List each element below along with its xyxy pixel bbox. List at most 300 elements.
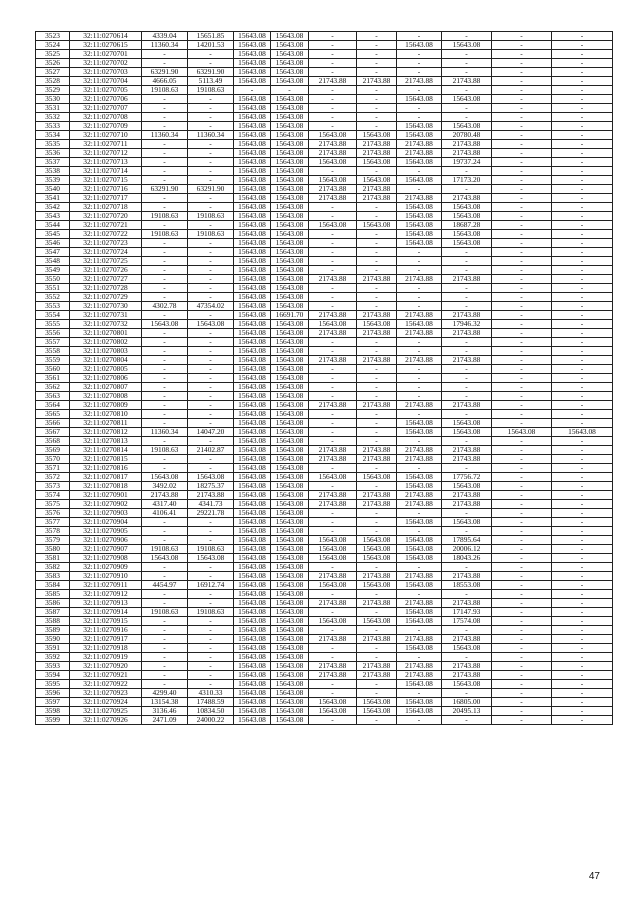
table-cell: 15643.08: [234, 68, 271, 77]
table-cell: 21743.88: [442, 572, 492, 581]
table-row: [36, 365, 613, 374]
table-cell: -: [492, 716, 552, 725]
table-cell: -: [357, 464, 397, 473]
table-row: [36, 545, 613, 554]
table-cell: -: [309, 518, 357, 527]
table-row: [36, 122, 613, 131]
table-cell: 15643.08: [271, 473, 309, 482]
table-cell: 3564: [36, 401, 70, 410]
table-cell: -: [492, 473, 552, 482]
table-cell: 21743.88: [397, 401, 442, 410]
table-row: [36, 707, 613, 716]
table-cell: 32:11:0270729: [70, 293, 142, 302]
table-cell: 15643.08: [397, 239, 442, 248]
table-cell: 15643.08: [271, 716, 309, 725]
table-cell: 32:11:0270804: [70, 356, 142, 365]
table-cell: 21743.88: [397, 311, 442, 320]
table-cell: 32:11:0270814: [70, 446, 142, 455]
table-cell: -: [492, 41, 552, 50]
table-cell: -: [442, 527, 492, 536]
table-cell: 15643.08: [309, 473, 357, 482]
table-cell: 15643.08: [271, 491, 309, 500]
table-cell: 21743.88: [442, 311, 492, 320]
table-cell: -: [309, 293, 357, 302]
table-row: [36, 635, 613, 644]
table-cell: 15643.08: [397, 320, 442, 329]
table-cell: 15643.08: [271, 689, 309, 698]
table-cell: 15643.08: [397, 680, 442, 689]
table-cell: 3558: [36, 347, 70, 356]
table-cell: -: [357, 284, 397, 293]
table-cell: -: [397, 113, 442, 122]
table-cell: 3547: [36, 248, 70, 257]
table-cell: -: [492, 545, 552, 554]
table-row: [36, 518, 613, 527]
table-cell: 15643.08: [271, 221, 309, 230]
table-cell: 32:11:0270730: [70, 302, 142, 311]
table-cell: -: [142, 50, 188, 59]
table-cell: 15643.08: [271, 446, 309, 455]
table-cell: 21743.88: [442, 662, 492, 671]
table-cell: -: [552, 158, 613, 167]
table-cell: 3593: [36, 662, 70, 671]
table-cell: 15643.08: [309, 221, 357, 230]
table-cell: 3551: [36, 284, 70, 293]
table-cell: 21743.88: [442, 194, 492, 203]
table-cell: -: [552, 608, 613, 617]
table-cell: 32:11:0270920: [70, 662, 142, 671]
table-cell: -: [492, 374, 552, 383]
table-cell: -: [492, 581, 552, 590]
table-cell: 15643.08: [397, 608, 442, 617]
table-cell: 3576: [36, 509, 70, 518]
table-cell: 15643.08: [271, 635, 309, 644]
table-cell: 21743.88: [442, 455, 492, 464]
table-cell: -: [142, 464, 188, 473]
table-cell: 15643.08: [271, 50, 309, 59]
table-cell: -: [492, 527, 552, 536]
table-cell: -: [188, 194, 234, 203]
table-cell: 15643.08: [234, 536, 271, 545]
table-cell: 15643.08: [234, 653, 271, 662]
table-cell: 15643.08: [397, 212, 442, 221]
table-cell: -: [309, 104, 357, 113]
table-cell: 15643.08: [271, 626, 309, 635]
table-cell: -: [142, 59, 188, 68]
table-cell: 3530: [36, 95, 70, 104]
table-cell: 10834.50: [188, 707, 234, 716]
table-cell: 15643.08: [234, 320, 271, 329]
table-cell: 4106.41: [142, 509, 188, 518]
table-cell: 3538: [36, 167, 70, 176]
table-cell: 32:11:0270905: [70, 527, 142, 536]
table-row: [36, 671, 613, 680]
table-cell: 32:11:0270818: [70, 482, 142, 491]
table-cell: -: [142, 140, 188, 149]
table-cell: -: [309, 113, 357, 122]
table-cell: -: [309, 428, 357, 437]
table-cell: 15643.08: [234, 473, 271, 482]
table-cell: 15643.08: [397, 518, 442, 527]
table-row: [36, 158, 613, 167]
table-cell: 3136.46: [142, 707, 188, 716]
table-cell: -: [492, 104, 552, 113]
table-row: [36, 149, 613, 158]
table-cell: -: [552, 482, 613, 491]
table-cell: -: [442, 716, 492, 725]
table-cell: -: [492, 392, 552, 401]
table-cell: 15643.08: [271, 113, 309, 122]
table-cell: 15643.08: [271, 671, 309, 680]
table-row: [36, 167, 613, 176]
table-cell: 18687.28: [442, 221, 492, 230]
table-cell: -: [188, 563, 234, 572]
table-cell: 21743.88: [309, 77, 357, 86]
table-row: [36, 212, 613, 221]
table-cell: 32:11:0270731: [70, 311, 142, 320]
table-cell: -: [552, 212, 613, 221]
table-cell: -: [188, 176, 234, 185]
table-cell: -: [552, 437, 613, 446]
table-cell: 15643.08: [234, 626, 271, 635]
table-cell: 20495.13: [442, 707, 492, 716]
table-cell: 21743.88: [309, 446, 357, 455]
table-cell: -: [234, 86, 271, 95]
table-cell: -: [552, 230, 613, 239]
table-cell: 32:11:0270713: [70, 158, 142, 167]
table-cell: 3550: [36, 275, 70, 284]
table-cell: 21743.88: [357, 401, 397, 410]
table-cell: -: [492, 302, 552, 311]
table-cell: -: [552, 671, 613, 680]
table-cell: -: [309, 248, 357, 257]
table-cell: 21743.88: [357, 446, 397, 455]
table-cell: -: [397, 32, 442, 41]
table-cell: -: [492, 113, 552, 122]
table-row: [36, 437, 613, 446]
table-cell: -: [188, 527, 234, 536]
table-cell: -: [357, 482, 397, 491]
table-cell: 32:11:0270810: [70, 410, 142, 419]
table-cell: 21743.88: [357, 311, 397, 320]
table-cell: -: [492, 608, 552, 617]
table-cell: -: [309, 374, 357, 383]
table-cell: -: [142, 662, 188, 671]
table-cell: 21743.88: [357, 194, 397, 203]
table-cell: -: [492, 563, 552, 572]
table-cell: -: [492, 464, 552, 473]
table-cell: 15643.08: [271, 338, 309, 347]
table-cell: 3534: [36, 131, 70, 140]
table-row: [36, 599, 613, 608]
table-cell: -: [357, 212, 397, 221]
table-cell: -: [142, 527, 188, 536]
table-row: [36, 257, 613, 266]
table-cell: -: [309, 239, 357, 248]
table-row: [36, 716, 613, 725]
table-cell: -: [357, 95, 397, 104]
table-cell: 15643.08: [234, 131, 271, 140]
table-row: [36, 590, 613, 599]
table-cell: 15643.08: [271, 662, 309, 671]
table-cell: -: [552, 68, 613, 77]
table-cell: 15643.08: [271, 392, 309, 401]
table-cell: -: [309, 230, 357, 239]
table-cell: 32:11:0270615: [70, 41, 142, 50]
table-cell: 15643.08: [234, 428, 271, 437]
table-cell: -: [142, 113, 188, 122]
table-cell: 15643.08: [234, 176, 271, 185]
table-cell: 3579: [36, 536, 70, 545]
table-cell: 15643.08: [309, 554, 357, 563]
table-row: [36, 131, 613, 140]
table-cell: -: [142, 122, 188, 131]
table-cell: -: [357, 527, 397, 536]
table-cell: -: [188, 680, 234, 689]
table-cell: -: [552, 689, 613, 698]
table-cell: 15643.08: [234, 698, 271, 707]
table-cell: -: [397, 563, 442, 572]
table-cell: -: [397, 590, 442, 599]
table-cell: -: [492, 158, 552, 167]
table-cell: 15643.08: [234, 608, 271, 617]
table-cell: 21743.88: [442, 275, 492, 284]
table-cell: 15643.08: [309, 536, 357, 545]
table-row: [36, 464, 613, 473]
table-cell: 15643.08: [397, 617, 442, 626]
table-cell: -: [357, 239, 397, 248]
table-cell: -: [188, 392, 234, 401]
table-cell: -: [309, 419, 357, 428]
table-cell: 15643.08: [442, 95, 492, 104]
table-cell: 15643.08: [234, 230, 271, 239]
table-cell: 15643.08: [234, 527, 271, 536]
table-cell: -: [397, 68, 442, 77]
table-cell: 15643.08: [234, 275, 271, 284]
table-cell: -: [142, 653, 188, 662]
table-cell: 15643.08: [357, 698, 397, 707]
table-cell: 15643.08: [309, 545, 357, 554]
table-cell: 15643.08: [234, 113, 271, 122]
table-cell: -: [552, 248, 613, 257]
table-cell: 15643.08: [271, 203, 309, 212]
table-cell: 15643.08: [271, 176, 309, 185]
table-cell: -: [492, 680, 552, 689]
table-cell: -: [142, 401, 188, 410]
table-row: [36, 698, 613, 707]
table-cell: -: [442, 167, 492, 176]
table-cell: 15643.08: [271, 410, 309, 419]
table-cell: -: [142, 617, 188, 626]
table-cell: 32:11:0270907: [70, 545, 142, 554]
table-cell: 32:11:0270906: [70, 536, 142, 545]
table-cell: 3533: [36, 122, 70, 131]
table-cell: 15643.08: [271, 320, 309, 329]
table-cell: -: [492, 149, 552, 158]
table-row: [36, 563, 613, 572]
table-cell: 21743.88: [357, 77, 397, 86]
table-cell: 15643.08: [234, 392, 271, 401]
table-cell: -: [142, 275, 188, 284]
table-cell: 16691.70: [271, 311, 309, 320]
table-cell: -: [442, 257, 492, 266]
table-cell: -: [397, 392, 442, 401]
table-cell: 21743.88: [309, 662, 357, 671]
table-cell: -: [188, 626, 234, 635]
table-cell: 15643.08: [442, 203, 492, 212]
table-cell: 4310.33: [188, 689, 234, 698]
table-cell: -: [309, 716, 357, 725]
table-cell: 3589: [36, 626, 70, 635]
table-cell: 3580: [36, 545, 70, 554]
table-cell: 15643.08: [234, 545, 271, 554]
table-cell: 15643.08: [271, 707, 309, 716]
table-cell: 15643.08: [271, 95, 309, 104]
table-cell: 17173.20: [442, 176, 492, 185]
table-cell: 21743.88: [357, 572, 397, 581]
table-cell: -: [397, 347, 442, 356]
table-cell: 15643.08: [234, 356, 271, 365]
table-row: [36, 95, 613, 104]
table-cell: 15643.08: [234, 77, 271, 86]
table-cell: -: [142, 419, 188, 428]
table-cell: -: [552, 581, 613, 590]
table-cell: -: [552, 680, 613, 689]
table-row: [36, 41, 613, 50]
table-cell: -: [188, 140, 234, 149]
table-cell: 21743.88: [442, 599, 492, 608]
table-cell: 15643.08: [442, 212, 492, 221]
table-cell: -: [188, 365, 234, 374]
table-cell: -: [188, 113, 234, 122]
table-cell: -: [492, 59, 552, 68]
table-cell: 3587: [36, 608, 70, 617]
table-cell: 15643.08: [357, 320, 397, 329]
table-cell: 3526: [36, 59, 70, 68]
table-cell: 15643.08: [271, 581, 309, 590]
table-cell: 3552: [36, 293, 70, 302]
table-row: [36, 473, 613, 482]
table-cell: -: [552, 527, 613, 536]
table-cell: 15643.08: [357, 473, 397, 482]
table-cell: -: [188, 374, 234, 383]
table-cell: 15643.08: [271, 248, 309, 257]
table-cell: -: [142, 203, 188, 212]
table-cell: 3570: [36, 455, 70, 464]
table-cell: -: [552, 194, 613, 203]
table-cell: -: [142, 455, 188, 464]
table-cell: 15643.08: [234, 707, 271, 716]
table-cell: -: [271, 86, 309, 95]
table-cell: -: [357, 68, 397, 77]
table-cell: 21402.87: [188, 446, 234, 455]
table-cell: 18553.08: [442, 581, 492, 590]
table-cell: 15643.08: [397, 158, 442, 167]
table-cell: -: [397, 716, 442, 725]
table-row: [36, 572, 613, 581]
table-cell: -: [397, 383, 442, 392]
table-cell: -: [142, 671, 188, 680]
table-cell: -: [357, 302, 397, 311]
table-cell: 15643.08: [234, 311, 271, 320]
table-cell: 32:11:0270801: [70, 329, 142, 338]
table-cell: 21743.88: [397, 599, 442, 608]
table-cell: 15643.08: [271, 419, 309, 428]
table-cell: 3536: [36, 149, 70, 158]
table-cell: -: [188, 284, 234, 293]
table-cell: 15643.08: [357, 131, 397, 140]
table-cell: -: [552, 518, 613, 527]
table-cell: -: [357, 257, 397, 266]
table-cell: 32:11:0270813: [70, 437, 142, 446]
table-cell: 15643.08: [442, 239, 492, 248]
table-row: [36, 491, 613, 500]
table-cell: 3566: [36, 419, 70, 428]
table-cell: 21743.88: [357, 500, 397, 509]
table-cell: 15643.08: [442, 428, 492, 437]
table-cell: -: [492, 329, 552, 338]
table-cell: 32:11:0270704: [70, 77, 142, 86]
table-cell: 3578: [36, 527, 70, 536]
table-cell: 32:11:0270725: [70, 257, 142, 266]
table-cell: 15643.08: [234, 662, 271, 671]
table-cell: -: [492, 95, 552, 104]
table-cell: -: [442, 653, 492, 662]
table-cell: 32:11:0270816: [70, 464, 142, 473]
table-cell: 21743.88: [442, 140, 492, 149]
table-cell: 3553: [36, 302, 70, 311]
table-cell: 15643.08: [234, 95, 271, 104]
table-cell: 15643.08: [492, 428, 552, 437]
table-cell: 32:11:0270707: [70, 104, 142, 113]
table-cell: 3572: [36, 473, 70, 482]
table-cell: -: [552, 203, 613, 212]
table-cell: 32:11:0270711: [70, 140, 142, 149]
table-cell: -: [188, 221, 234, 230]
table-cell: -: [552, 257, 613, 266]
table-cell: -: [492, 500, 552, 509]
table-cell: 15643.08: [271, 302, 309, 311]
table-cell: -: [188, 635, 234, 644]
table-cell: -: [142, 311, 188, 320]
table-cell: -: [188, 257, 234, 266]
table-cell: -: [188, 464, 234, 473]
table-cell: 15643.08: [234, 464, 271, 473]
table-cell: 21743.88: [397, 356, 442, 365]
table-cell: -: [357, 86, 397, 95]
table-cell: -: [142, 266, 188, 275]
table-cell: 21743.88: [442, 500, 492, 509]
table-cell: 3492.02: [142, 482, 188, 491]
table-cell: 14047.20: [188, 428, 234, 437]
table-cell: 21743.88: [309, 194, 357, 203]
table-cell: 21743.88: [309, 500, 357, 509]
table-cell: 32:11:0270703: [70, 68, 142, 77]
table-cell: -: [492, 383, 552, 392]
table-cell: -: [309, 284, 357, 293]
table-cell: -: [142, 563, 188, 572]
table-cell: 15643.08: [271, 257, 309, 266]
table-cell: 3573: [36, 482, 70, 491]
table-cell: 21743.88: [357, 671, 397, 680]
table-cell: 15643.08: [234, 383, 271, 392]
table-cell: 15643.08: [234, 212, 271, 221]
table-cell: -: [309, 365, 357, 374]
table-cell: -: [142, 158, 188, 167]
table-cell: 19108.63: [188, 86, 234, 95]
table-cell: 15643.08: [234, 437, 271, 446]
table-cell: -: [188, 50, 234, 59]
